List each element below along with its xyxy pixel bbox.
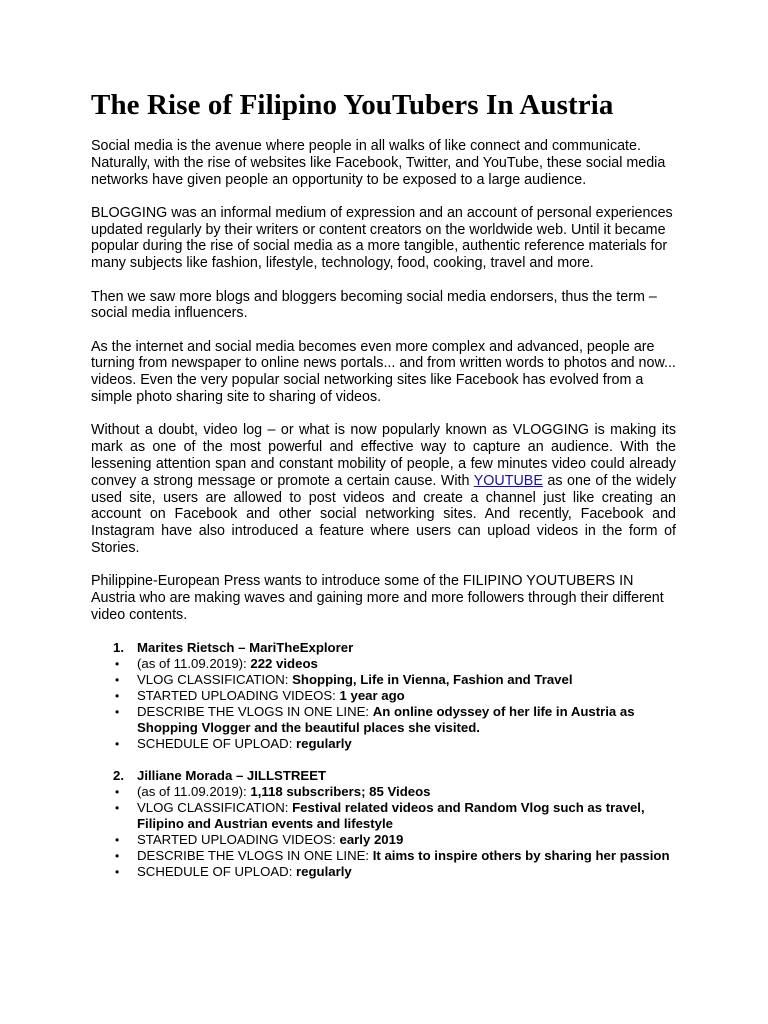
vlogging-text-before: Without a doubt, video log – or what is now popularly known as VLOGGING is making its mark as one of the most powerful and effective way to capture an audience. With the lessening attention span and constant mobility of people, a few minutes video could already convey a strong message or promote a certain cause. With bbox=[91, 422, 676, 489]
detail-label: STARTED UPLOADING VIDEOS: bbox=[137, 688, 340, 704]
detail-item bbox=[91, 736, 676, 752]
detail-value: Shopping, Life in Vienna, Fashion and Travel bbox=[292, 672, 573, 688]
detail-value: regularly bbox=[296, 736, 352, 752]
detail-label: (as of 11.09.2019): bbox=[137, 656, 251, 672]
youtuber-heading bbox=[91, 640, 676, 656]
detail-item bbox=[91, 704, 676, 736]
vlogging-text-after: as one of the widely used site, users are allowed to post videos and create a channel just like creating an account on Facebook and other social networking sites. And recently, Facebook and Instagram have also introduced a feature where users can upload videos in the form of Stories. bbox=[91, 472, 677, 556]
detail-label: (as of 11.09.2019): bbox=[137, 784, 251, 800]
detail-label: DESCRIBE THE VLOGS IN ONE LINE: bbox=[137, 704, 373, 720]
youtube-link[interactable]: YOUTUBE bbox=[473, 472, 543, 489]
detail-label: SCHEDULE OF UPLOAD: bbox=[137, 864, 297, 880]
youtuber-number: 2. bbox=[113, 768, 124, 784]
youtuber-name: Marites Rietsch – MariTheExplorer bbox=[137, 640, 354, 656]
detail-label: SCHEDULE OF UPLOAD: bbox=[137, 736, 297, 752]
detail-label: VLOG CLASSIFICATION: bbox=[137, 672, 293, 688]
detail-value: 1,118 subscribers; 85 Videos bbox=[250, 784, 431, 800]
paragraph-intro: Social media is the avenue where people in all walks of like connect and communicate. Naturally, with the rise of websites like Facebook, Twitter, and YouTube, these social media networks have given people an opportunity to be exposed to a large audience. bbox=[91, 138, 666, 188]
youtuber-number: 1. bbox=[113, 640, 124, 656]
detail-value: 222 videos bbox=[250, 656, 318, 672]
detail-value: An online odyssey of her life in Austria as Shopping Vlogger and the beautiful places she visited. bbox=[137, 704, 635, 736]
paragraph-influencers: Then we saw more blogs and bloggers becoming social media endorsers, thus the term – social media influencers. bbox=[91, 288, 657, 322]
detail-item bbox=[91, 672, 676, 688]
paragraph-press-intro: Philippine-European Press wants to introduce some of the FILIPINO YOUTUBERS IN Austria who are making waves and gaining more and more followers through their different video contents. bbox=[91, 573, 664, 623]
page-title: The Rise of Filipino YouTubers In Austria bbox=[91, 89, 614, 121]
detail-item bbox=[91, 832, 676, 848]
detail-item bbox=[91, 688, 676, 704]
detail-value: regularly bbox=[296, 864, 352, 880]
detail-label: STARTED UPLOADING VIDEOS: bbox=[137, 832, 340, 848]
detail-item bbox=[91, 800, 676, 832]
youtuber-heading bbox=[91, 768, 676, 784]
paragraph-internet: As the internet and social media becomes even more complex and advanced, people are turning from newspaper to online news portals... and from written words to photos and now... videos. Even the very popular social networking sites like Facebook has evolved from a simple photo sharing site to sharing of videos. bbox=[91, 338, 676, 406]
detail-item bbox=[91, 848, 676, 864]
detail-item bbox=[91, 656, 676, 672]
detail-label: DESCRIBE THE VLOGS IN ONE LINE: bbox=[137, 848, 373, 864]
detail-value: It aims to inspire others by sharing her passion bbox=[372, 848, 670, 864]
paragraph-blogging: BLOGGING was an informal medium of expression and an account of personal experiences updated regularly by their writers or content creators on the worldwide web. Until it became popular during the rise of social media as a more tangible, authentic reference materials for many subjects like fashion, lifestyle, technology, food, cooking, travel and more. bbox=[91, 204, 673, 272]
detail-item bbox=[91, 864, 676, 880]
detail-value: 1 year ago bbox=[339, 688, 405, 704]
detail-value: early 2019 bbox=[339, 832, 404, 848]
detail-label: VLOG CLASSIFICATION: bbox=[137, 800, 293, 816]
youtuber-details-list bbox=[91, 656, 676, 752]
detail-item bbox=[91, 784, 676, 800]
paragraph-vlogging bbox=[91, 422, 676, 556]
detail-value: Festival related videos and Random Vlog such as travel, Filipino and Austrian events and lifestyle bbox=[137, 800, 645, 832]
youtuber-name: Jilliane Morada – JILLSTREET bbox=[137, 768, 327, 784]
youtuber-details-list bbox=[91, 784, 676, 880]
